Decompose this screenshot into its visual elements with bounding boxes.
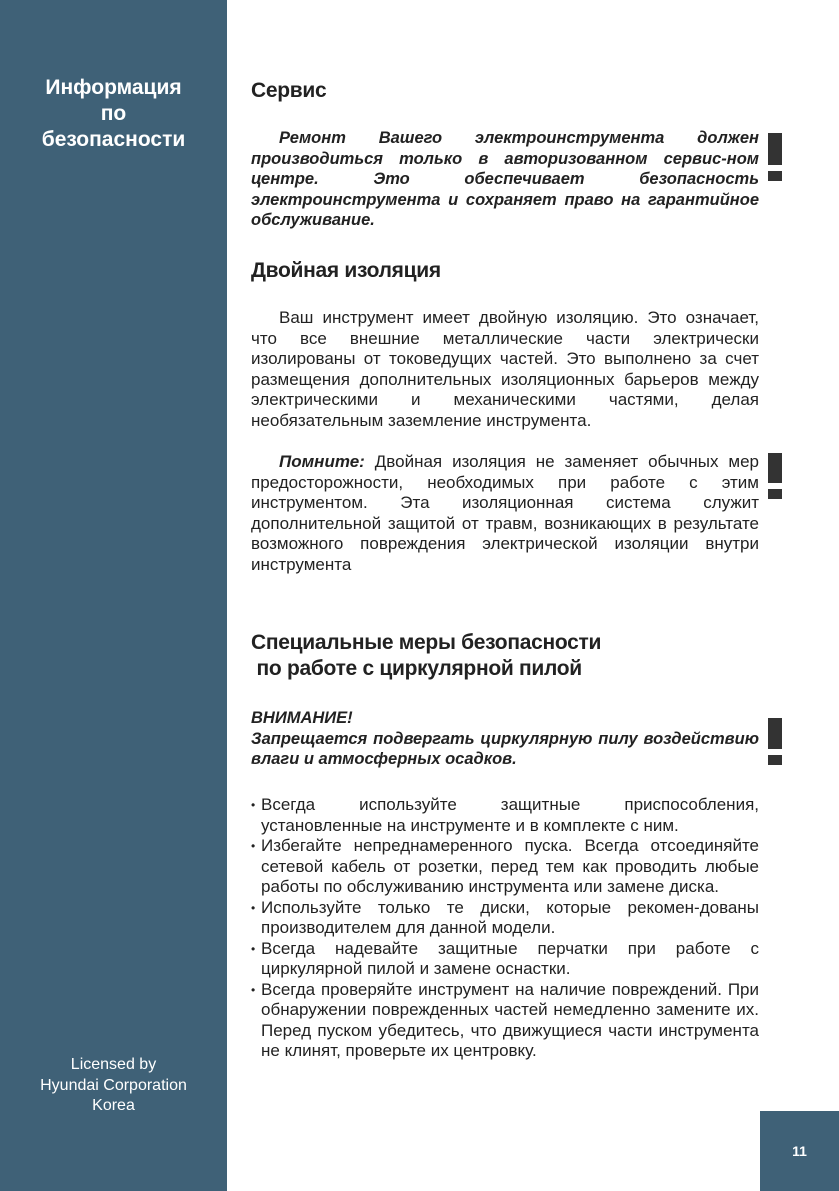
- page-number: 11: [760, 1111, 839, 1191]
- exclamation-warning-icon: [768, 718, 782, 765]
- bullet-icon: •: [251, 941, 256, 956]
- note-label: Помните:: [279, 452, 365, 471]
- list-item: • Используйте только те диски, которые рекомен-дованы производителем для данной модели.: [251, 897, 759, 937]
- bullet-icon: •: [251, 839, 256, 853]
- license-line: Korea: [92, 1097, 135, 1114]
- section-heading-service: Сервис: [251, 79, 327, 102]
- license-line: Hyundai Corporation: [40, 1076, 187, 1094]
- warning-block: [251, 708, 759, 770]
- sidebar: [0, 0, 227, 1191]
- double-insulation-paragraph: Ваш инструмент имеет двойную изоляцию. Это означает, что все внешние металлические части электрически изолированы от токоведущих частей. Это выполнено за счет размещения дополнительных изоляционных барьеров между электрическими и механическими частями, делая необязательным заземление инструмента.: [251, 308, 759, 430]
- section-heading-special: [251, 630, 759, 682]
- license-note: [0, 1055, 227, 1117]
- list-item: • Всегда используйте защитные приспособления, установленные на инструменте и в комплекте с ним.: [251, 795, 759, 835]
- double-insulation-note: [251, 452, 759, 575]
- list-item: • Всегда проверяйте инструмент на наличие повреждений. При обнаружении поврежденных частей немедленно замените их. Перед пуском убедитесь, что движущиеся части инструмента не клинят, проверьте их центровку.: [251, 979, 759, 1060]
- exclamation-warning-icon: [768, 453, 782, 499]
- warning-text: Запрещается подвергать циркулярную пилу воздействию влаги и атмосферных осадков.: [251, 729, 759, 768]
- license-line: Licensed by: [70, 1056, 157, 1073]
- sidebar-title-line: по: [100, 102, 127, 125]
- heading-line: Специальные меры безопасности: [251, 631, 602, 654]
- bullet-icon: •: [251, 900, 256, 915]
- bullet-icon: •: [251, 982, 256, 997]
- list-item: • Всегда надевайте защитные перчатки при работе с циркулярной пилой и замене оснастки.: [251, 938, 759, 978]
- section-heading-double-insulation: Двойная изоляция: [251, 259, 441, 282]
- list-item: • Избегайте непреднамеренного пуска. Всегда отсоединяйте сетевой кабель от розетки, перед тем как проводить любые работы по обслуживанию инструмента или замене диска.: [251, 836, 759, 896]
- exclamation-warning-icon: [768, 133, 782, 181]
- service-paragraph: Ремонт Вашего электроинструмента должен производиться только в авторизованном сервис-ном центре. Это обеспечивает безопасность электроинструмента и сохраняет право на гарантийное обслуживание.: [251, 129, 759, 229]
- warning-title: ВНИМАНИЕ!: [251, 709, 353, 727]
- safety-bullet-list: [251, 795, 759, 1062]
- sidebar-title-line: Информация: [45, 76, 182, 99]
- heading-line: по работе с циркулярной пилой: [251, 657, 582, 680]
- bullet-icon: •: [251, 798, 256, 812]
- sidebar-title: [0, 75, 227, 153]
- sidebar-title-line: безопасности: [41, 128, 186, 151]
- note-text: Двойная изоляция не заменяет обычных мер предосторожности, необходимых при работе с этим инструментом. Эта изоляционная система служит дополнительной защитой от травм, возникающих в результате возможного повреждения электрической изоляции внутри инструмента: [251, 452, 759, 574]
